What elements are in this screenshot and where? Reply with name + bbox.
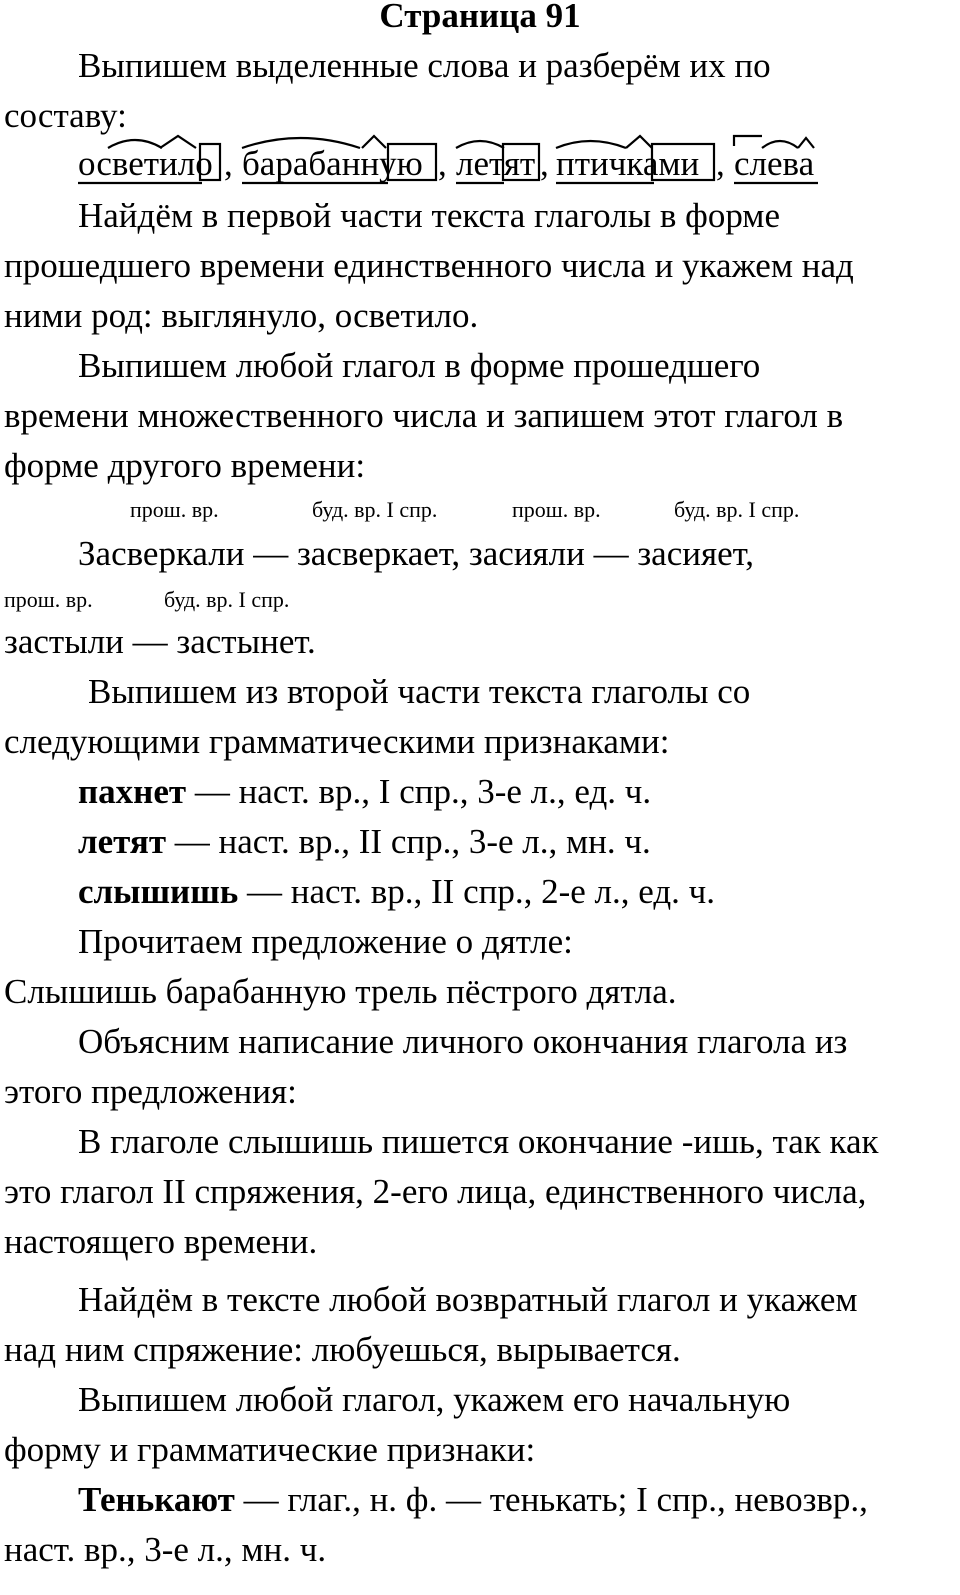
feature-line — [78, 872, 715, 912]
morph-word: птичками — [556, 144, 700, 183]
paragraph-line: Засверкали — засверкает, засияли — засияет, — [78, 534, 755, 573]
paragraph-line: форму и грамматические признаки: — [4, 1430, 536, 1469]
paragraph-line: Выпишем любой глагол, укажем его начальную — [78, 1380, 791, 1419]
paragraph-line: прошедшего времени единственного числа и укажем над — [4, 246, 854, 285]
feature-line — [78, 822, 651, 862]
paragraph-line: составу: — [4, 96, 127, 135]
morph-separator: , — [540, 144, 549, 183]
morph-separator: , — [716, 144, 725, 183]
grammar-note: буд. вр. I спр. — [164, 587, 290, 612]
paragraph-line: наст. вр., 3-е л., мн. ч. — [4, 1530, 327, 1569]
grammar-note: прош. вр. — [130, 497, 219, 522]
paragraph-line: это глагол II спряжения, 2-его лица, единственного числа, — [4, 1172, 867, 1211]
page-title: Страница 91 — [379, 0, 581, 35]
paragraph-line: над ним спряжение: любуешься, вырывается. — [4, 1330, 681, 1369]
sentence-line: Слышишь барабанную трель пёстрого дятла. — [4, 972, 677, 1011]
feature-word: слышишь — [78, 872, 239, 911]
paragraph-line: Выпишем выделенные слова и разберём их по — [78, 46, 771, 85]
feature-desc: — наст. вр., II спр., 2-е л., ед. ч. — [238, 872, 715, 911]
grammar-note: буд. вр. I спр. — [674, 497, 800, 522]
feature-desc: — наст. вр., II спр., 3-е л., мн. ч. — [166, 822, 651, 861]
morpheme-analysis — [0, 130, 960, 190]
paragraph-line: этого предложения: — [4, 1072, 297, 1111]
paragraph-line: следующими грамматическими признаками: — [4, 722, 670, 761]
paragraph-line: форме другого времени: — [4, 446, 366, 485]
paragraph-line: Найдём в тексте любой возвратный глагол и укажем — [78, 1280, 858, 1319]
paragraph-line: ними род: выглянуло, осветило. — [4, 296, 479, 335]
grammar-note: прош. вр. — [4, 587, 93, 612]
grammar-note: прош. вр. — [512, 497, 601, 522]
feature-line — [78, 1480, 868, 1520]
paragraph-line: В глаголе слышишь пишется окончание -ишь, так как — [78, 1122, 879, 1161]
feature-desc: — наст. вр., I спр., 3-е л., ед. ч. — [186, 772, 652, 811]
feature-word: летят — [78, 822, 167, 861]
paragraph-line: Объясним написание личного окончания глагола из — [78, 1022, 848, 1061]
morph-separator: , — [438, 144, 447, 183]
morph-word: осветило — [78, 144, 213, 183]
paragraph-line: Найдём в первой части текста глаголы в форме — [78, 196, 780, 235]
paragraph-line: Прочитаем предложение о дятле: — [78, 922, 573, 961]
morph-word: слева — [734, 144, 815, 183]
paragraph-line: застыли — застынет. — [4, 622, 316, 661]
paragraph-line: настоящего времени. — [4, 1222, 318, 1261]
paragraph-line: Выпишем из второй части текста глаголы со — [88, 672, 751, 711]
morph-word: летят — [456, 144, 536, 183]
grammar-note: буд. вр. I спр. — [312, 497, 438, 522]
feature-desc: — глаг., н. ф. — тенькать; I спр., невозвр., — [234, 1480, 868, 1519]
feature-word: Тенькают — [78, 1480, 235, 1519]
paragraph-line: времени множественного числа и запишем этот глагол в — [4, 396, 844, 435]
paragraph-line: Выпишем любой глагол в форме прошедшего — [78, 346, 761, 385]
feature-line — [78, 772, 651, 812]
morph-word: барабанную — [242, 144, 423, 183]
feature-word: пахнет — [78, 772, 187, 811]
morph-separator: , — [224, 144, 233, 183]
